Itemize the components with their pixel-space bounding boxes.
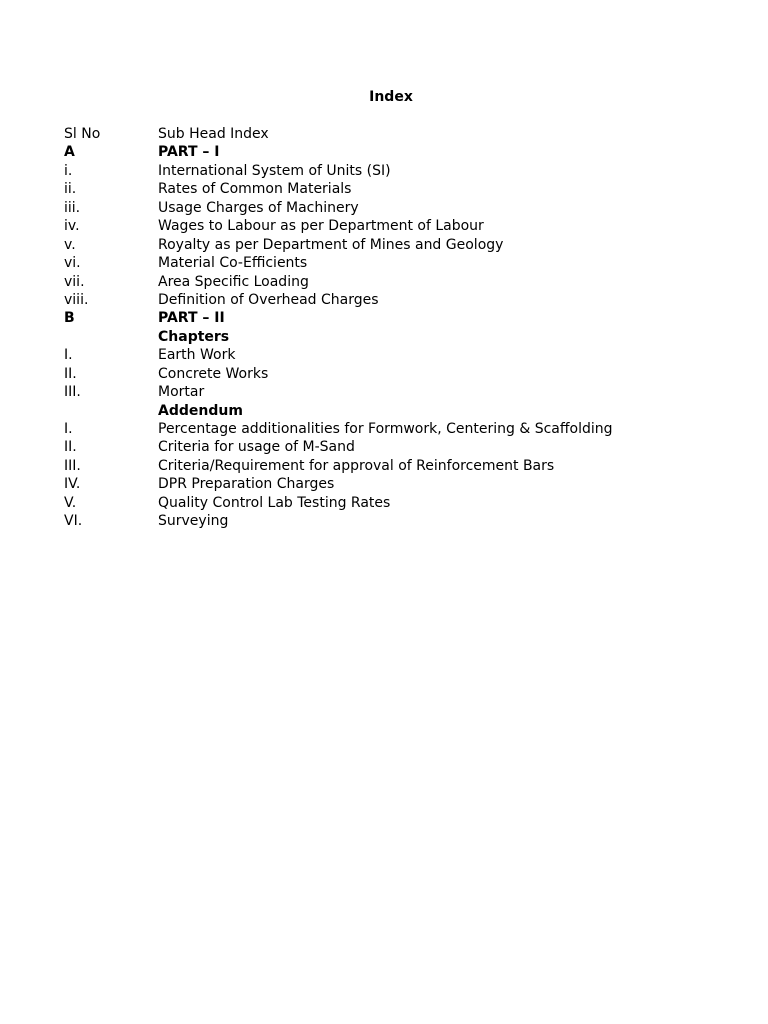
row-number: vii. bbox=[64, 273, 85, 290]
row-title: Percentage additionalities for Formwork, Centering & Scaffolding bbox=[158, 421, 613, 437]
row-title: Rates of Common Materials bbox=[158, 181, 352, 198]
index-row bbox=[64, 346, 684, 364]
row-number: IV. bbox=[64, 476, 81, 493]
row-number: viii. bbox=[64, 291, 89, 308]
index-row bbox=[64, 291, 684, 309]
index-row bbox=[64, 457, 684, 475]
row-number: I. bbox=[64, 347, 73, 364]
row-number: II. bbox=[64, 365, 77, 382]
row-title: Definition of Overhead Charges bbox=[158, 291, 379, 308]
index-row bbox=[64, 309, 684, 327]
row-number: III. bbox=[64, 457, 81, 474]
index-row bbox=[64, 199, 684, 217]
index-header-row bbox=[64, 125, 684, 143]
index-row bbox=[64, 402, 684, 420]
page-title: Index bbox=[369, 89, 413, 105]
index-row bbox=[64, 236, 684, 254]
row-number: VI. bbox=[64, 513, 83, 530]
row-number: vi. bbox=[64, 255, 81, 272]
row-number: iv. bbox=[64, 218, 80, 235]
row-title: Criteria for usage of M-Sand bbox=[158, 439, 355, 456]
row-title: Area Specific Loading bbox=[158, 273, 309, 290]
index-row bbox=[64, 143, 684, 161]
sl-no-header: Sl No bbox=[64, 126, 101, 142]
row-title: Concrete Works bbox=[158, 365, 269, 382]
row-number bbox=[64, 402, 158, 420]
row-number: I. bbox=[64, 421, 73, 437]
sub-head-header: Sub Head Index bbox=[158, 126, 269, 142]
index-row bbox=[64, 254, 684, 272]
row-number: i. bbox=[64, 162, 73, 179]
row-number: II. bbox=[64, 439, 77, 456]
row-title: Addendum bbox=[158, 402, 243, 419]
row-number: A bbox=[64, 144, 75, 161]
row-title: Surveying bbox=[158, 513, 229, 530]
row-title: PART – I bbox=[158, 144, 220, 161]
index-row bbox=[64, 162, 684, 180]
row-title: Chapters bbox=[158, 328, 230, 345]
row-title: Criteria/Requirement for approval of Reinforcement Bars bbox=[158, 457, 555, 474]
index-row bbox=[64, 438, 684, 456]
index-row bbox=[64, 217, 684, 235]
row-title: Earth Work bbox=[158, 347, 236, 364]
row-title: Material Co-Efficients bbox=[158, 255, 308, 272]
row-title: Wages to Labour as per Department of Labour bbox=[158, 218, 484, 235]
row-title: Quality Control Lab Testing Rates bbox=[158, 494, 391, 511]
row-number: B bbox=[64, 310, 75, 327]
row-number: iii. bbox=[64, 199, 81, 216]
index-row bbox=[64, 383, 684, 401]
row-number: III. bbox=[64, 384, 81, 401]
index-row bbox=[64, 365, 684, 383]
index-row bbox=[64, 180, 684, 198]
index-row bbox=[64, 475, 684, 493]
row-number: V. bbox=[64, 494, 77, 511]
index-row bbox=[64, 420, 684, 438]
row-number bbox=[64, 328, 158, 346]
index-row bbox=[64, 512, 684, 530]
row-title: Royalty as per Department of Mines and Geology bbox=[158, 236, 504, 253]
index-table bbox=[64, 125, 684, 531]
row-title: International System of Units (SI) bbox=[158, 162, 391, 179]
row-title: DPR Preparation Charges bbox=[158, 476, 335, 493]
row-title: Mortar bbox=[158, 384, 205, 401]
row-title: PART – II bbox=[158, 310, 225, 327]
row-title: Usage Charges of Machinery bbox=[158, 199, 359, 216]
index-row bbox=[64, 273, 684, 291]
row-number: ii. bbox=[64, 181, 77, 198]
row-number: v. bbox=[64, 236, 76, 253]
index-row bbox=[64, 494, 684, 512]
index-row bbox=[64, 328, 684, 346]
index-rows bbox=[64, 143, 684, 530]
